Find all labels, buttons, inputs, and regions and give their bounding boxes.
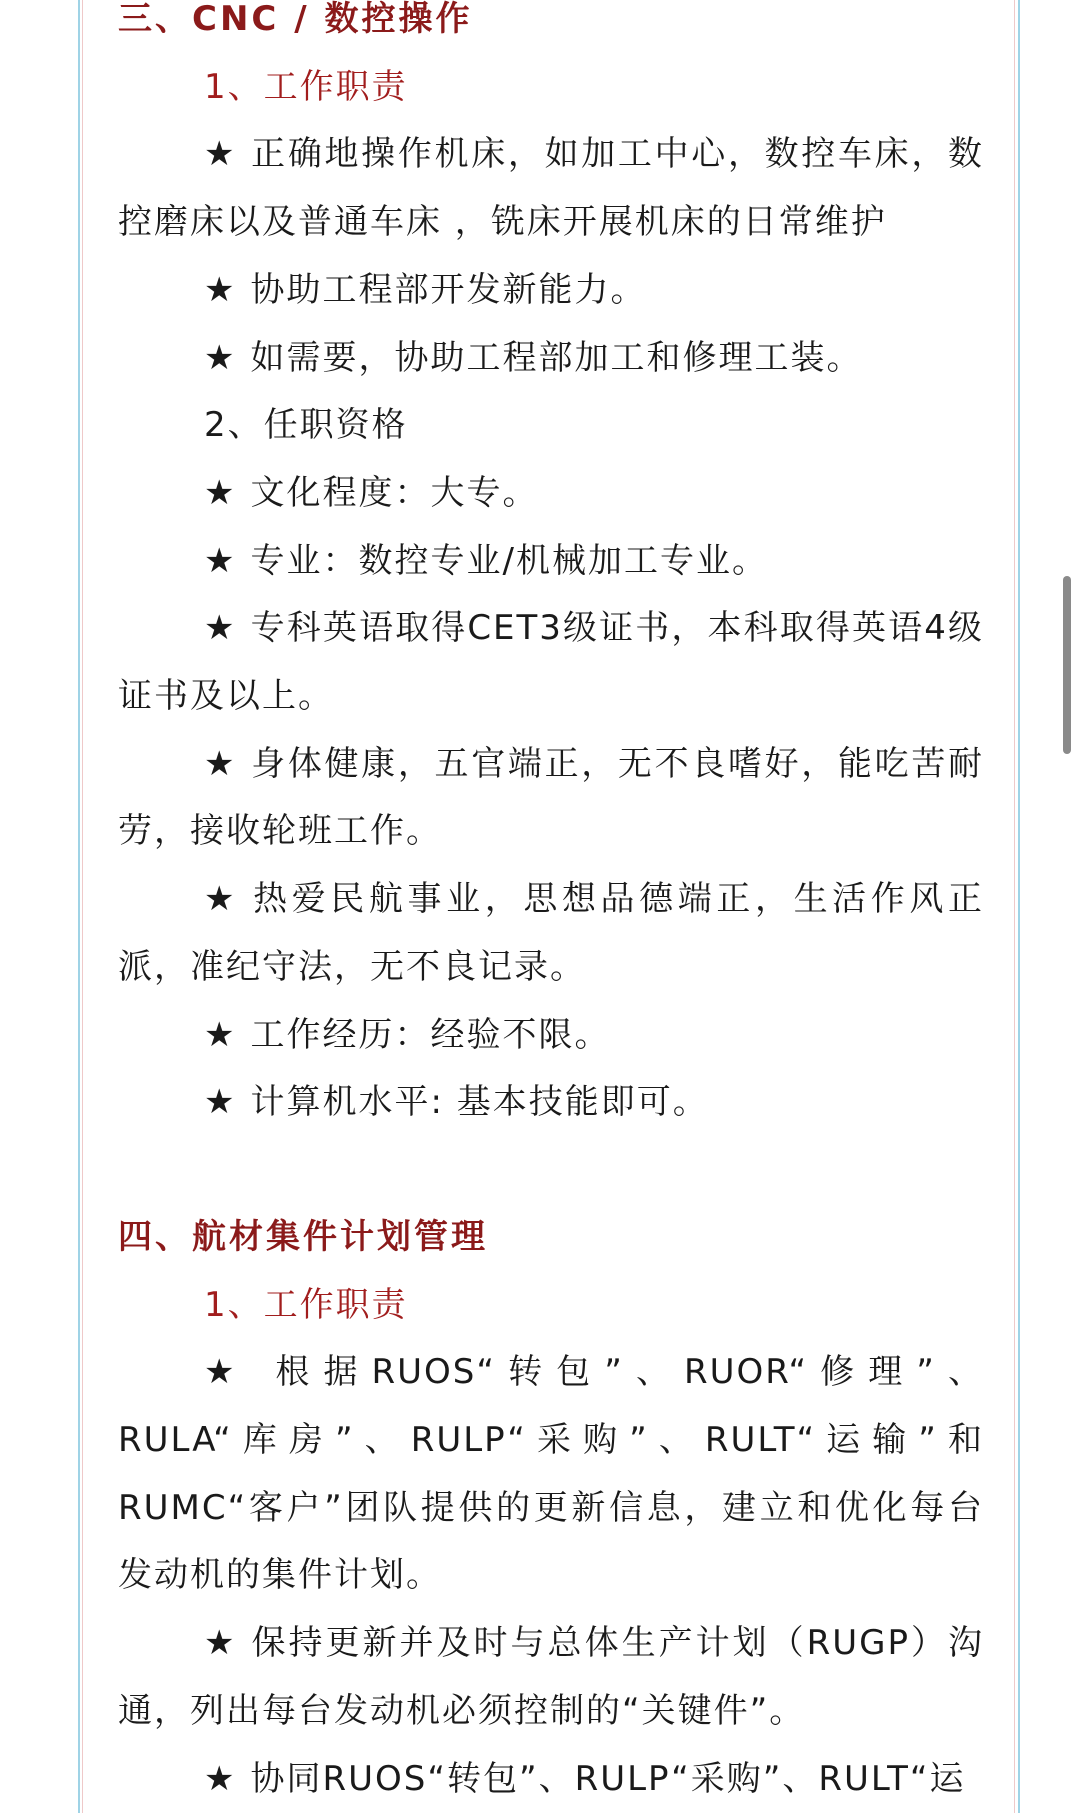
star-icon: ★	[204, 269, 237, 310]
qual-item: ★ 专业：数控专业/机械加工专业。	[118, 528, 984, 596]
star-icon: ★	[204, 1082, 237, 1123]
section-3-subheading-duties: 1、工作职责	[204, 66, 408, 107]
star-icon: ★	[204, 1352, 237, 1393]
duty-item: ★ 正确地操作机床，如加工中心，数控车床，数控磨床以及普通车床 ，铣床开展机床的日常维护	[118, 121, 984, 256]
star-icon: ★	[204, 134, 237, 175]
qual-item: ★ 工作经历：经验不限。	[118, 1002, 984, 1070]
section-spacer	[118, 1137, 984, 1204]
scrollbar-thumb[interactable]	[1063, 576, 1071, 754]
right-border-pink	[1014, 0, 1015, 1813]
section-4-title: 四、航材集件计划管理	[118, 1216, 488, 1257]
section-3-subheading-quals: 2、任职资格	[204, 405, 408, 446]
star-icon: ★	[204, 743, 237, 784]
qual-item: ★ 专科英语取得CET3级证书，本科取得英语4级证书及以上。	[118, 595, 984, 730]
star-icon: ★	[204, 1758, 237, 1799]
star-icon: ★	[204, 337, 237, 378]
qual-item: ★ 热爱民航事业，思想品德端正，生活作风正派，准纪守法，无不良记录。	[118, 866, 984, 1001]
qual-item: ★ 文化程度：大专。	[118, 460, 984, 528]
star-icon: ★	[204, 608, 237, 649]
section-4-subheading-duties: 1、工作职责	[204, 1284, 408, 1325]
article-body	[118, 0, 984, 1813]
star-icon: ★	[204, 1623, 237, 1664]
left-border-pink	[82, 0, 83, 1813]
duty-item: ★ 协同RUOS“转包”、RULP“采购”、RULT“运	[118, 1746, 984, 1813]
qual-item: ★ 身体健康，五官端正，无不良嗜好，能吃苦耐劳，接收轮班工作。	[118, 731, 984, 866]
section-3-title: 三、CNC / 数控操作	[118, 0, 473, 39]
right-border-blue	[1018, 0, 1020, 1813]
duty-item: ★ 保持更新并及时与总体生产计划（RUGP）沟通，列出每台发动机必须控制的“关键件”。	[118, 1610, 984, 1745]
qual-item: ★ 计算机水平: 基本技能即可。	[118, 1069, 984, 1137]
left-border-blue	[78, 0, 80, 1813]
star-icon: ★	[204, 472, 237, 513]
duty-item: ★ 根据RUOS“转包”、RUOR“修理”、RULA“库房”、RULP“采购”、RULT“运输”和RUMC“客户”团队提供的更新信息，建立和优化每台发动机的集件计划。	[118, 1339, 984, 1610]
duty-item: ★ 协助工程部开发新能力。	[118, 257, 984, 325]
duty-item: ★ 如需要，协助工程部加工和修理工装。	[118, 325, 984, 393]
star-icon: ★	[204, 540, 237, 581]
star-icon: ★	[204, 879, 237, 920]
star-icon: ★	[204, 1014, 237, 1055]
